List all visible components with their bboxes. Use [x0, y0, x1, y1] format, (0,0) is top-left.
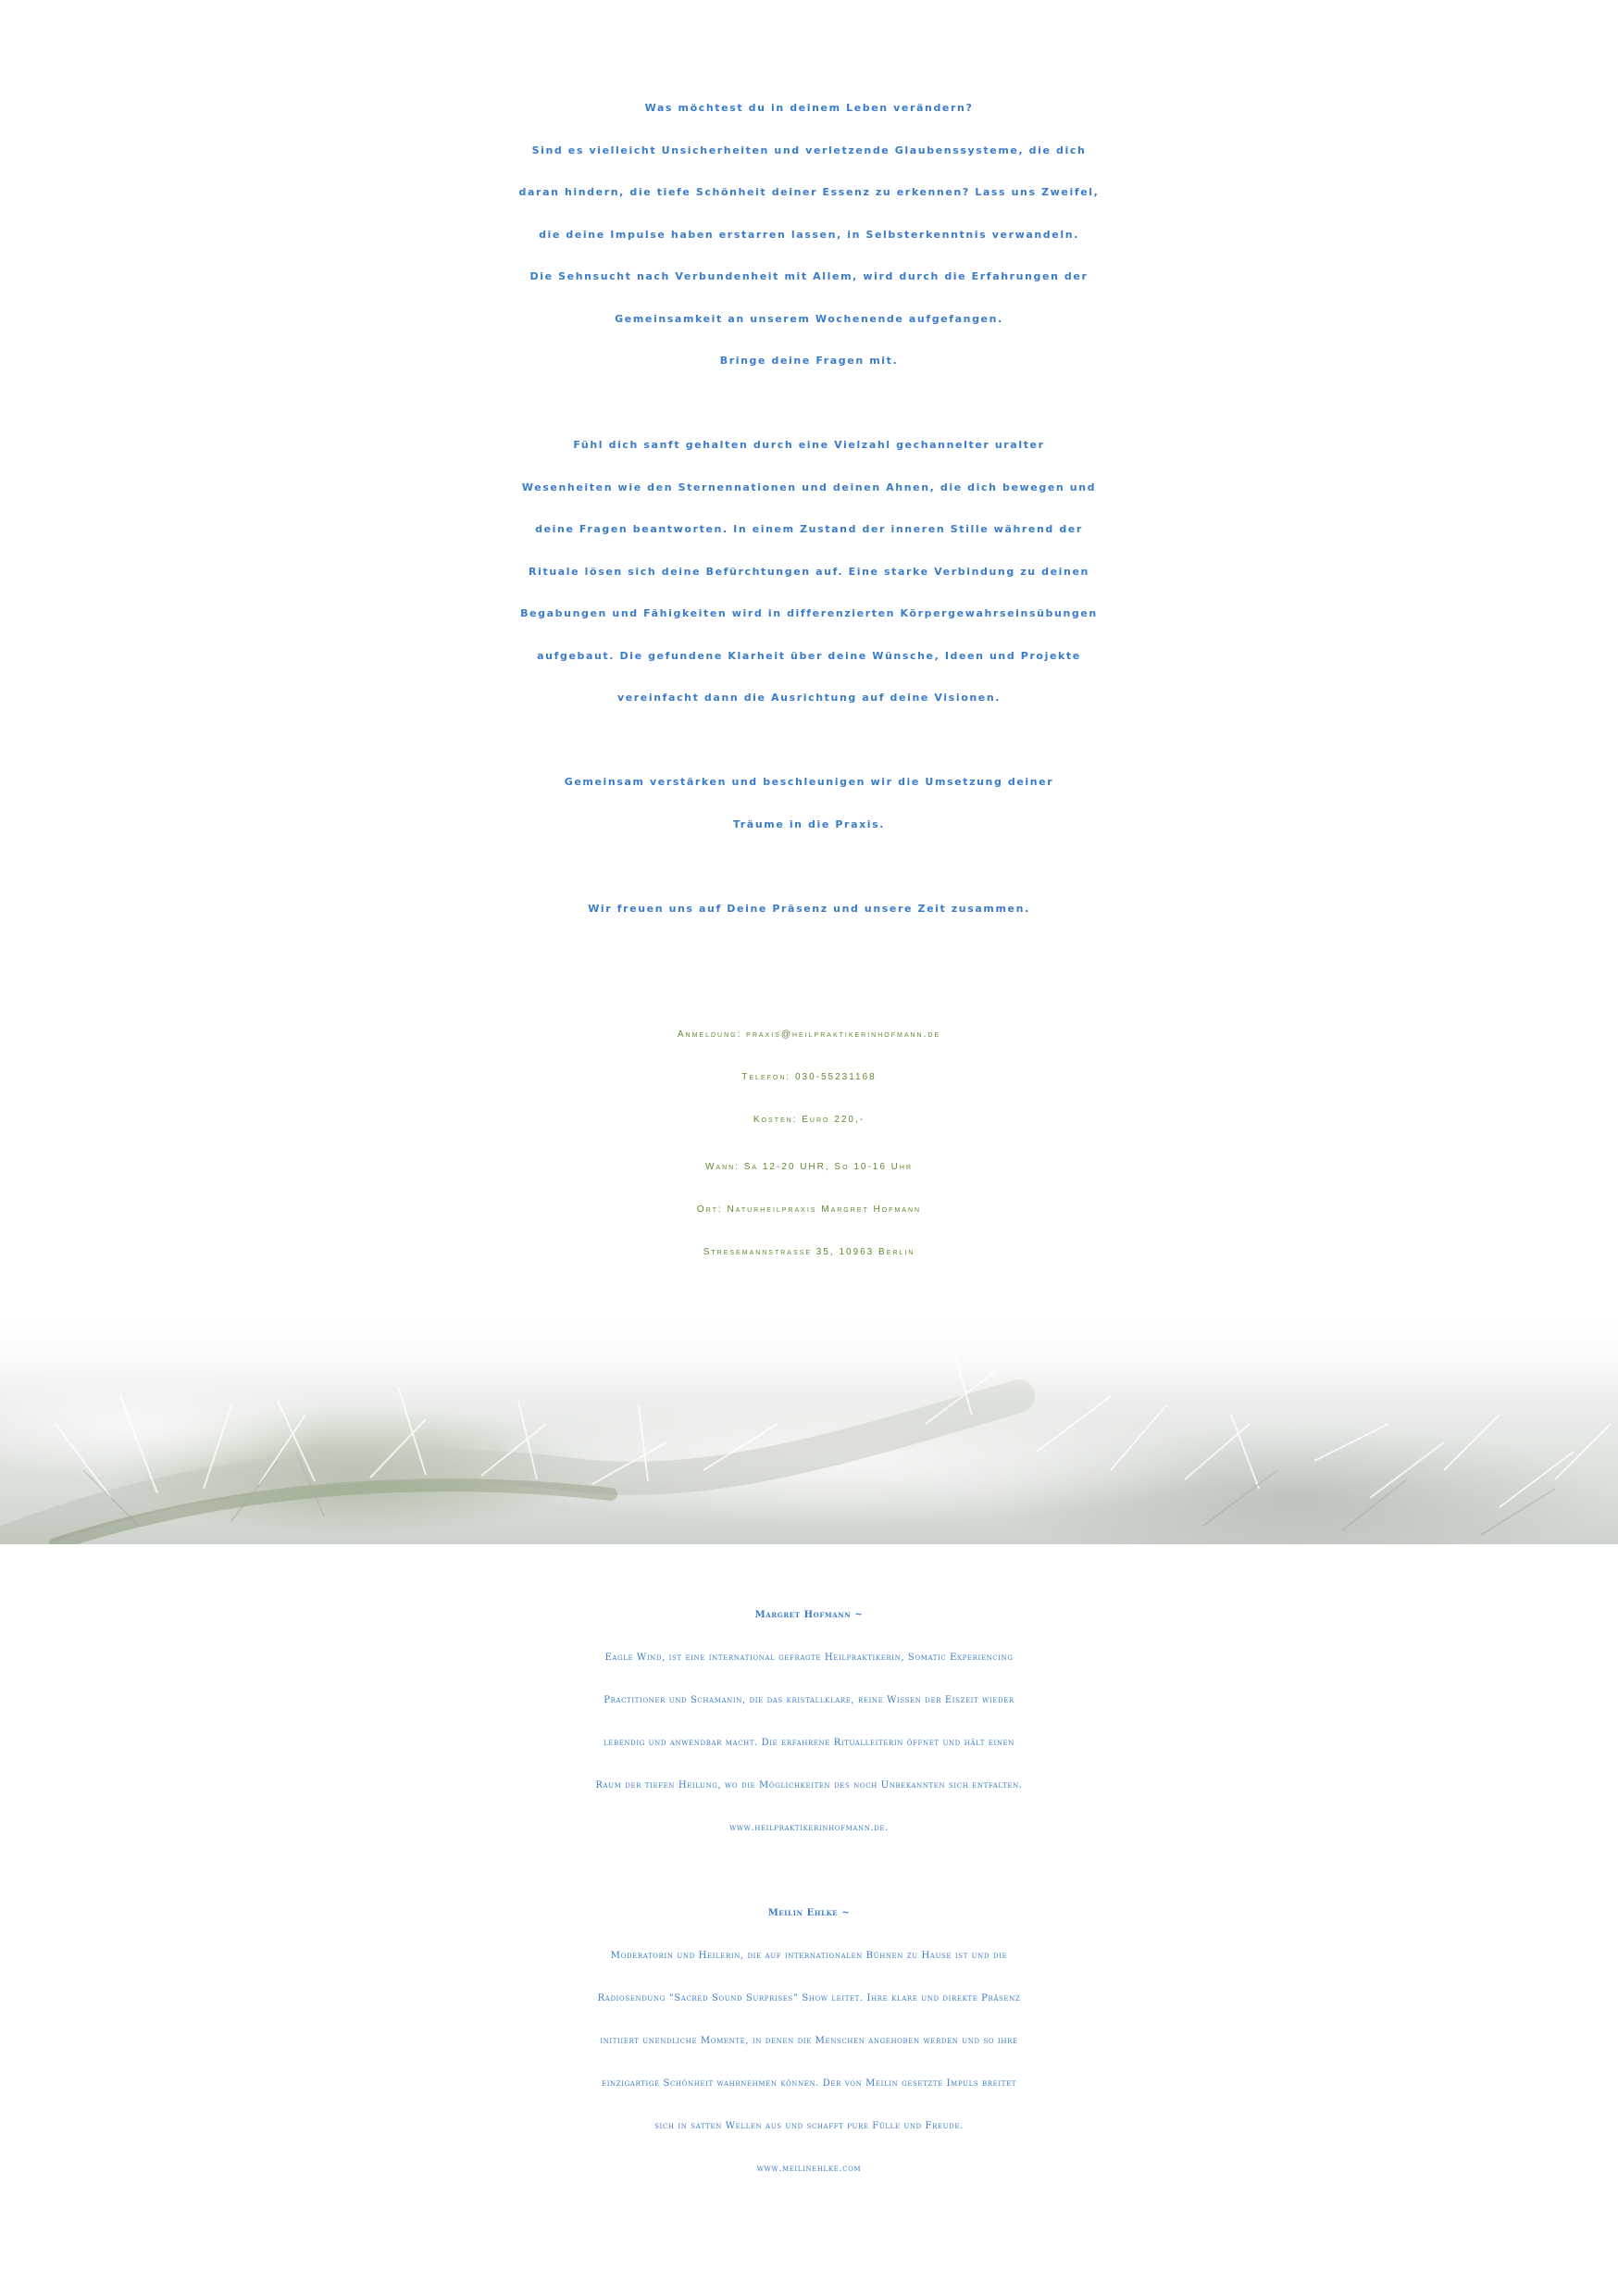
text-line: Fühl dich sanft gehalten durch eine Vielzahl gechannelter uralter [573, 439, 1045, 451]
bio-line: sich in satten Wellen aus und schafft pure Fülle und Freude. [654, 2121, 964, 2131]
text-line: deine Fragen beantworten. In einem Zustand der inneren Stille während der [535, 523, 1083, 535]
text-line: Bringe deine Fragen mit. [719, 355, 899, 367]
event-details [0, 1014, 1618, 1274]
text-line: Sind es vielleicht Unsicherheiten und verletzende Glaubenssysteme, die dich [531, 144, 1087, 156]
grass-photo-illustration [0, 1313, 1618, 1544]
intro-paragraph-3 [0, 761, 1618, 845]
bio-meilin [0, 1892, 1618, 2190]
text-line: aufgebaut. Die gefundene Klarheit über deine Wünsche, Ideen und Projekte [537, 649, 1081, 662]
bio-line: Radiosendung “Sacred Sound Surprises” Show leitet. Ihre klare und direkte Präsenz [597, 1993, 1021, 2003]
text-line: Rituale lösen sich deine Befürchtungen auf. Eine starke Verbindung zu deinen [529, 565, 1089, 578]
intro-paragraph-1 [0, 87, 1618, 382]
event-address: Stresemannstrasse 35, 10963 Berlin [703, 1247, 915, 1257]
bio-name: Meilin Ehlke ~ [767, 1908, 851, 1918]
website-link[interactable]: www.heilpraktikerinhofmann.de. [729, 1823, 889, 1833]
text-line: die deine Impulse haben erstarren lassen, in Selbsterkenntnis verwandeln. [539, 228, 1079, 241]
bio-margret [0, 1594, 1618, 1850]
bio-line: einzigartige Schönheit wahrnehmen können. Der von Meilin gesetzte Impuls breitet [601, 2078, 1016, 2089]
text-line: Träume in die Praxis. [732, 817, 886, 830]
bio-name: Margret Hofmann ~ [754, 1610, 864, 1620]
text-line: Begabungen und Fähigkeiten wird in differenzierten Körpergewahrseinsübungen [520, 607, 1098, 619]
intro-paragraph-4 [0, 888, 1618, 930]
bio-line: Eagle Wind, ist eine international gefragte Heilpraktikerin, Somatic Experiencing [604, 1653, 1014, 1663]
bio-line: Raum der tiefen Heilung, wo die Möglichkeiten des noch Unbekannten sich entfalten. [595, 1780, 1023, 1791]
text-line: Wesenheiten wie den Sternennationen und deinen Ahnen, die dich bewegen und [521, 480, 1097, 493]
bio-line: Moderatorin und Heilerin, die auf internationalen Bühnen zu Hause ist und die [610, 1951, 1008, 1961]
event-location: Ort: Naturheilpraxis Margret Hofmann [696, 1204, 922, 1215]
text-line: Gemeinsamkeit an unserem Wochenende aufgefangen. [615, 312, 1003, 325]
text-line: Die Sehnsucht nach Verbundenheit mit Allem, wird durch die Erfahrungen der [529, 270, 1089, 282]
bio-line: Practitioner und Schamanin, die das kristallklare, reine Wissen der Eiszeit wieder [604, 1695, 1014, 1705]
biographies [0, 1594, 1618, 2190]
event-cost: Kosten: Euro 220,- [753, 1115, 865, 1125]
text-line: vereinfacht dann die Ausrichtung auf deine Visionen. [616, 692, 1002, 704]
phone-number: Telefon: 030-55231168 [741, 1072, 877, 1082]
intro-text [0, 87, 1618, 930]
text-line: daran hindern, die tiefe Schönheit deiner Essenz zu erkennen? Lass uns Zweifel, [518, 186, 1100, 198]
grass-feather-photo [0, 1313, 1618, 1544]
bio-line: initiiert unendliche Momente, in denen die Menschen angehoben werden und so ihre [600, 2036, 1018, 2046]
event-time: Wann: Sa 12-20 UHR, So 10-16 Uhr [704, 1162, 914, 1172]
bio-line: lebendig und anwendbar macht. Die erfahrene Ritualleiterin öffnet und hält einen [604, 1738, 1014, 1748]
text-line: Was möchtest du in deinem Leben verändern? [644, 102, 974, 114]
text-line: Wir freuen uns auf Deine Präsenz und unsere Zeit zusammen. [588, 902, 1030, 915]
text-line: Gemeinsam verstärken und beschleunigen wir die Umsetzung deiner [564, 776, 1054, 788]
registration-email[interactable]: Anmeldung: praxis@heilpraktikerinhofmann.de [677, 1029, 941, 1040]
website-link[interactable]: www.meilinehlke.com [756, 2164, 862, 2174]
intro-paragraph-2 [0, 424, 1618, 719]
